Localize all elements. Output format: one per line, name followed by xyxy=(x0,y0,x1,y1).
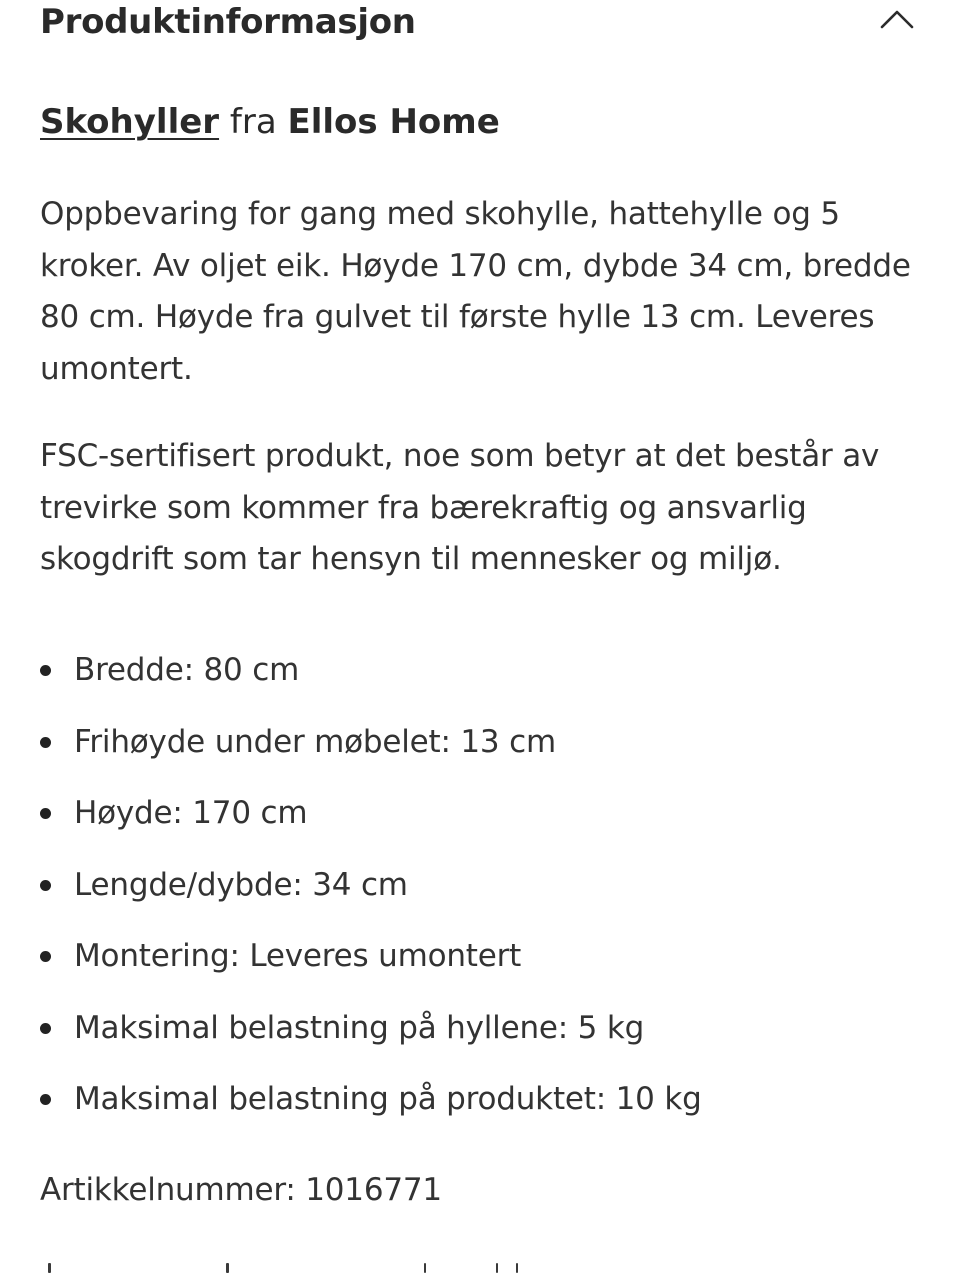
bullet-icon xyxy=(40,1023,51,1034)
product-info-header[interactable] xyxy=(40,0,920,44)
category-link[interactable]: Skohyller xyxy=(40,102,220,142)
spec-item xyxy=(40,993,920,1065)
bullet-icon xyxy=(40,951,51,962)
spec-list xyxy=(40,635,920,1136)
brand-connector: fra xyxy=(229,102,277,142)
cropped-text-fragment xyxy=(40,1263,540,1273)
article-number: Artikkelnummer: 1016771 xyxy=(40,1172,442,1208)
spec-text: Bredde: 80 cm xyxy=(74,652,300,688)
bullet-icon xyxy=(40,665,51,676)
chevron-up-icon xyxy=(880,8,914,30)
brand-name: Ellos Home xyxy=(287,102,500,142)
spec-item xyxy=(40,921,920,993)
spec-text: Montering: Leveres umontert xyxy=(74,938,522,974)
spec-item xyxy=(40,850,920,922)
bullet-icon xyxy=(40,1094,51,1105)
description-paragraph: Oppbevaring for gang med skohylle, hattehylle og 5 kroker. Av oljet eik. Høyde 170 cm, dybde 34 cm, bredde 80 cm. Høyde fra gulvet til første hylle 13 cm. Leveres umontert. xyxy=(40,196,911,387)
spec-text: Lengde/dybde: 34 cm xyxy=(74,866,408,903)
collapse-button[interactable] xyxy=(876,0,920,44)
spec-text: Maksimal belastning på produktet: 10 kg xyxy=(74,1081,702,1117)
spec-item xyxy=(40,635,920,707)
spec-text: Maksimal belastning på hyllene: 5 kg xyxy=(74,1009,645,1046)
section-title: Produktinformasjon xyxy=(40,2,416,42)
spec-item xyxy=(40,1064,920,1136)
bullet-icon xyxy=(40,880,51,891)
spec-text: Frihøyde under møbelet: 13 cm xyxy=(74,723,556,760)
spec-text: Høyde: 170 cm xyxy=(74,795,308,831)
fsc-paragraph: FSC-sertifisert produkt, noe som betyr at det består av trevirke som kommer fra bærekraftig og ansvarlig skogdrift som tar hensyn til mennesker og miljø. xyxy=(40,438,880,577)
brand-line xyxy=(40,98,500,146)
spec-item xyxy=(40,707,920,779)
bullet-icon xyxy=(40,808,51,819)
spec-item xyxy=(40,778,920,850)
bullet-icon xyxy=(40,737,51,748)
